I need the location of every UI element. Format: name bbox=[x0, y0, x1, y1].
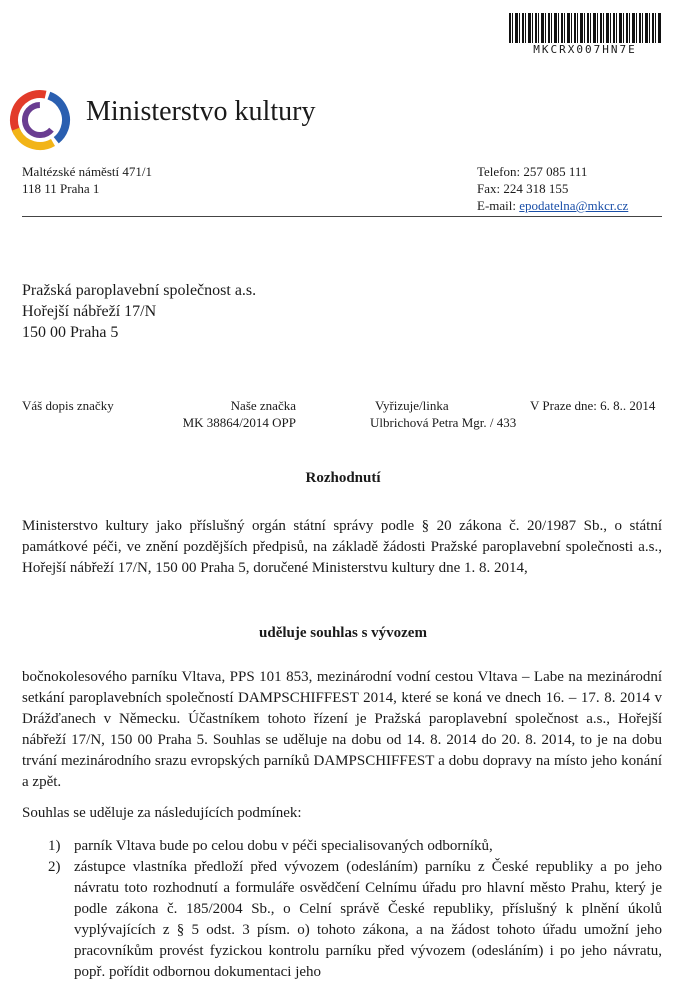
address-line: 118 11 Praha 1 bbox=[22, 181, 100, 196]
list-item-number: 2) bbox=[48, 859, 61, 875]
decision-heading: uděluje souhlas s vývozem bbox=[259, 625, 427, 641]
our-ref-block bbox=[172, 397, 296, 431]
recipient-line: Pražská paroplavební společnost a.s. bbox=[22, 282, 257, 299]
recipient-address bbox=[22, 280, 256, 343]
recipient-line: Hořejší nábřeží 17/N bbox=[22, 303, 157, 320]
conditions-list bbox=[22, 836, 662, 983]
email-link[interactable]: epodatelna@mkcr.cz bbox=[519, 198, 629, 213]
address-line: Maltézské náměstí 471/1 bbox=[22, 164, 152, 179]
fax: Fax: 224 318 155 bbox=[477, 181, 569, 196]
recipient-line: 150 00 Praha 5 bbox=[22, 324, 119, 341]
list-item-number: 1) bbox=[48, 838, 61, 854]
list-item bbox=[22, 857, 662, 983]
list-item-text: zástupce vlastníka předloží před vývozem (odesláním) parníku z České republiky a po jeho návratu toto rozhodnutí a formuláře osvědčení Celnímu úřadu pro hlavní město Prahu, který je podle zákona č. 185/2004 Sb., o Celní správě České republiky, příslušný k plnění úkolů vyplývajících z § 5 odst. 3 písm. o) tohoto zákona, a na žádost tohoto úřadu umožní jeho pracovníkům provést fyzickou kontrolu parníku před vývozem (odesláním) i po jeho návratu, popř. pořídit odbornou dokumentaci jeho bbox=[74, 859, 662, 980]
ministry-logo-icon bbox=[8, 88, 72, 152]
barcode-code: MKCRX007HN7E bbox=[533, 43, 637, 56]
handled-value: Ulbrichová Petra Mgr. / 433 bbox=[370, 415, 517, 430]
list-item-text: parník Vltava bude po celou dobu v péči specialisovaných odborníků, bbox=[74, 838, 493, 854]
document-date: V Praze dne: 6. 8.. 2014 bbox=[530, 398, 656, 413]
email-label: E-mail: bbox=[477, 198, 520, 213]
body-text: bočnokolesového parníku Vltava, PPS 101 853, mezinárodní vodní cestou Vltava – Labe na mezinárodní setkání paroplavebních společností DAMPSCHIFFEST 2014, které se koná ve dnech 16. – 17. 8. 2014 v Drážďanech v Německu. Účastníkem tohoto řízení je Pražská paroplavební společnost a.s., Hořejší nábřeží 17/N, 150 00 Praha 5. Souhlas se uděluje na dobu od 14. 8. 2014 do 20. 8. 2014, to je na dobu trvání mezinárodního srazu evropských parníků DAMPSCHIFFEST a dobu dopravy na místo jeho konání a zpět. bbox=[22, 669, 662, 790]
document-title: Rozhodnutí bbox=[305, 470, 381, 486]
handled-block bbox=[370, 397, 516, 431]
phone: Telefon: 257 085 111 bbox=[477, 164, 588, 179]
your-ref-label: Váš dopis značky bbox=[22, 398, 114, 413]
handled-label: Vyřizuje/linka bbox=[375, 398, 449, 413]
barcode bbox=[509, 13, 661, 43]
list-item bbox=[22, 836, 662, 857]
intro-text: Ministerstvo kultury jako příslušný orgán státní správy podle § 20 zákona č. 20/1987 Sb., o státní památkové péči, ve znění pozdějších předpisů, na základě žádosti Pražské paroplavební společnosti a.s., Hořejší nábřeží 17/N, 150 00 Praha 5, doručené Ministerstvu kultury dne 1. 8. 2014, bbox=[22, 518, 662, 576]
body-paragraph bbox=[22, 667, 662, 793]
intro-paragraph bbox=[22, 516, 662, 579]
organization-name: Ministerstvo kultury bbox=[86, 96, 316, 127]
sender-address bbox=[22, 163, 152, 197]
our-ref-value: MK 38864/2014 OPP bbox=[182, 415, 296, 430]
email-line bbox=[477, 197, 628, 214]
sender-contact bbox=[477, 163, 628, 214]
header-divider bbox=[22, 216, 662, 217]
our-ref-label: Naše značka bbox=[230, 398, 296, 413]
conditions-intro: Souhlas se uděluje za následujících podmínek: bbox=[22, 805, 302, 821]
